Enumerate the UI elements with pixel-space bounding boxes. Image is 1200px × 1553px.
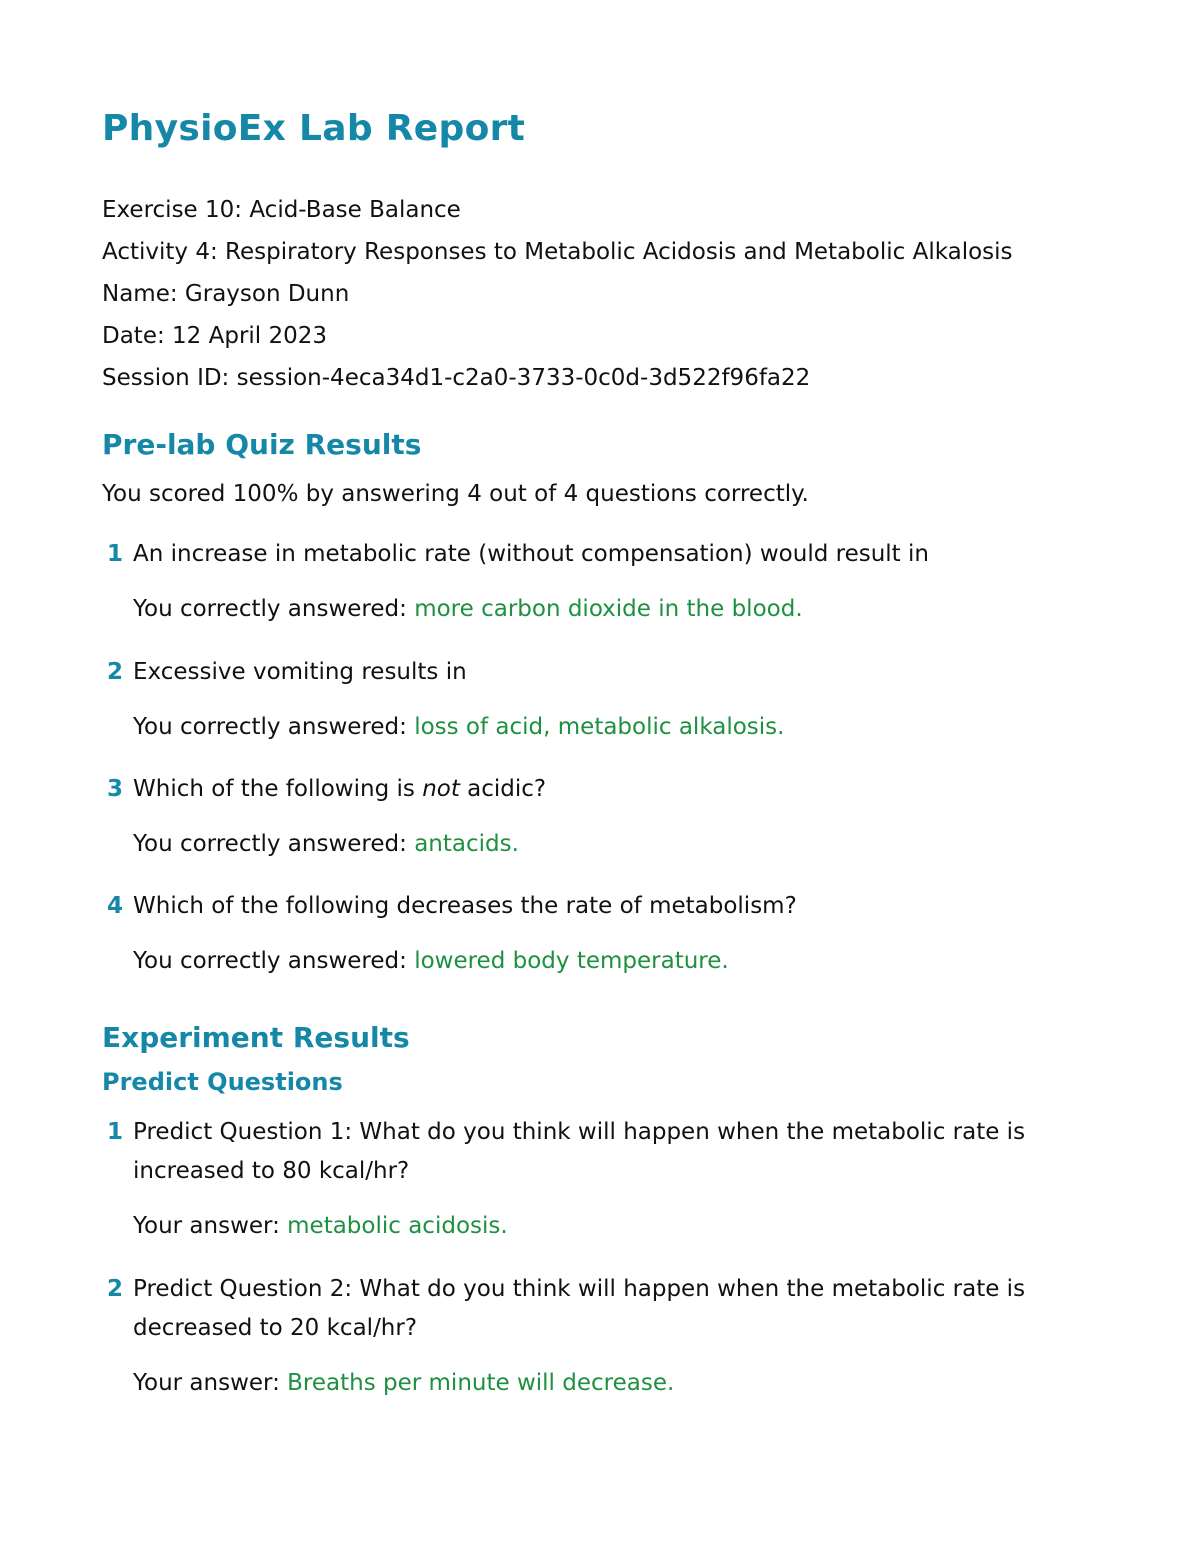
answer-prefix: You correctly answered: (133, 714, 415, 740)
question-answer (133, 942, 1062, 981)
session-id: Session ID: session-4eca34d1-c2a0-3733-0c0d-3d522f96fa22 (102, 365, 811, 391)
predict-question-1 (102, 1113, 1062, 1246)
question-answer (133, 825, 1062, 864)
report-meta (102, 189, 1013, 399)
answer-prefix: Your answer: (133, 1370, 288, 1396)
question-number: 2 (107, 1276, 124, 1302)
answer-prefix: You correctly answered: (133, 831, 415, 857)
question-number: 4 (107, 893, 124, 919)
answer-value: Breaths per minute will decrease. (287, 1370, 675, 1396)
question-text: Predict Question 1: What do you think will happen when the metabolic rate is increased to 80 kcal/hr? (133, 1119, 1026, 1184)
question-number: 2 (107, 659, 124, 685)
activity-line: Activity 4: Respiratory Responses to Metabolic Acidosis and Metabolic Alkalosis (102, 239, 1013, 265)
question-answer (133, 1207, 1062, 1246)
question-text: Predict Question 2: What do you think will happen when the metabolic rate is decreased to 20 kcal/hr? (133, 1276, 1026, 1341)
question-answer (133, 1364, 1062, 1403)
prelab-heading: Pre-lab Quiz Results (102, 428, 422, 461)
question-number: 1 (107, 1119, 124, 1145)
question-answer (133, 708, 1062, 747)
answer-value: loss of acid, metabolic alkalosis. (414, 714, 785, 740)
student-name: Name: Grayson Dunn (102, 281, 350, 307)
report-date: Date: 12 April 2023 (102, 323, 328, 349)
question-text-start: Which of the following is (133, 776, 423, 802)
exercise-line: Exercise 10: Acid-Base Balance (102, 197, 461, 223)
answer-value: lowered body temperature. (414, 948, 729, 974)
prelab-question-2 (102, 653, 1062, 747)
question-text-end: acidic? (459, 776, 547, 802)
answer-prefix: Your answer: (133, 1213, 288, 1239)
question-number: 3 (107, 776, 124, 802)
quiz-score: You scored 100% by answering 4 out of 4 questions correctly. (102, 481, 809, 507)
prelab-question-1 (102, 535, 1062, 629)
answer-prefix: You correctly answered: (133, 948, 415, 974)
answer-prefix: You correctly answered: (133, 596, 415, 622)
experiment-heading: Experiment Results (102, 1021, 410, 1054)
question-text: An increase in metabolic rate (without compensation) would result in (133, 541, 929, 567)
question-answer (133, 590, 1062, 629)
prelab-question-3 (102, 770, 1062, 864)
question-text: Excessive vomiting results in (133, 659, 467, 685)
predict-question-2 (102, 1270, 1062, 1403)
answer-value: more carbon dioxide in the blood. (414, 596, 803, 622)
question-number: 1 (107, 541, 124, 567)
prelab-question-4 (102, 887, 1062, 981)
page-title: PhysioEx Lab Report (102, 108, 526, 149)
predict-subheading: Predict Questions (102, 1068, 343, 1096)
question-text (133, 770, 1062, 809)
answer-value: metabolic acidosis. (287, 1213, 508, 1239)
answer-value: antacids. (414, 831, 519, 857)
question-emphasis: not (422, 776, 460, 802)
question-text: Which of the following decreases the rate of metabolism? (133, 893, 797, 919)
